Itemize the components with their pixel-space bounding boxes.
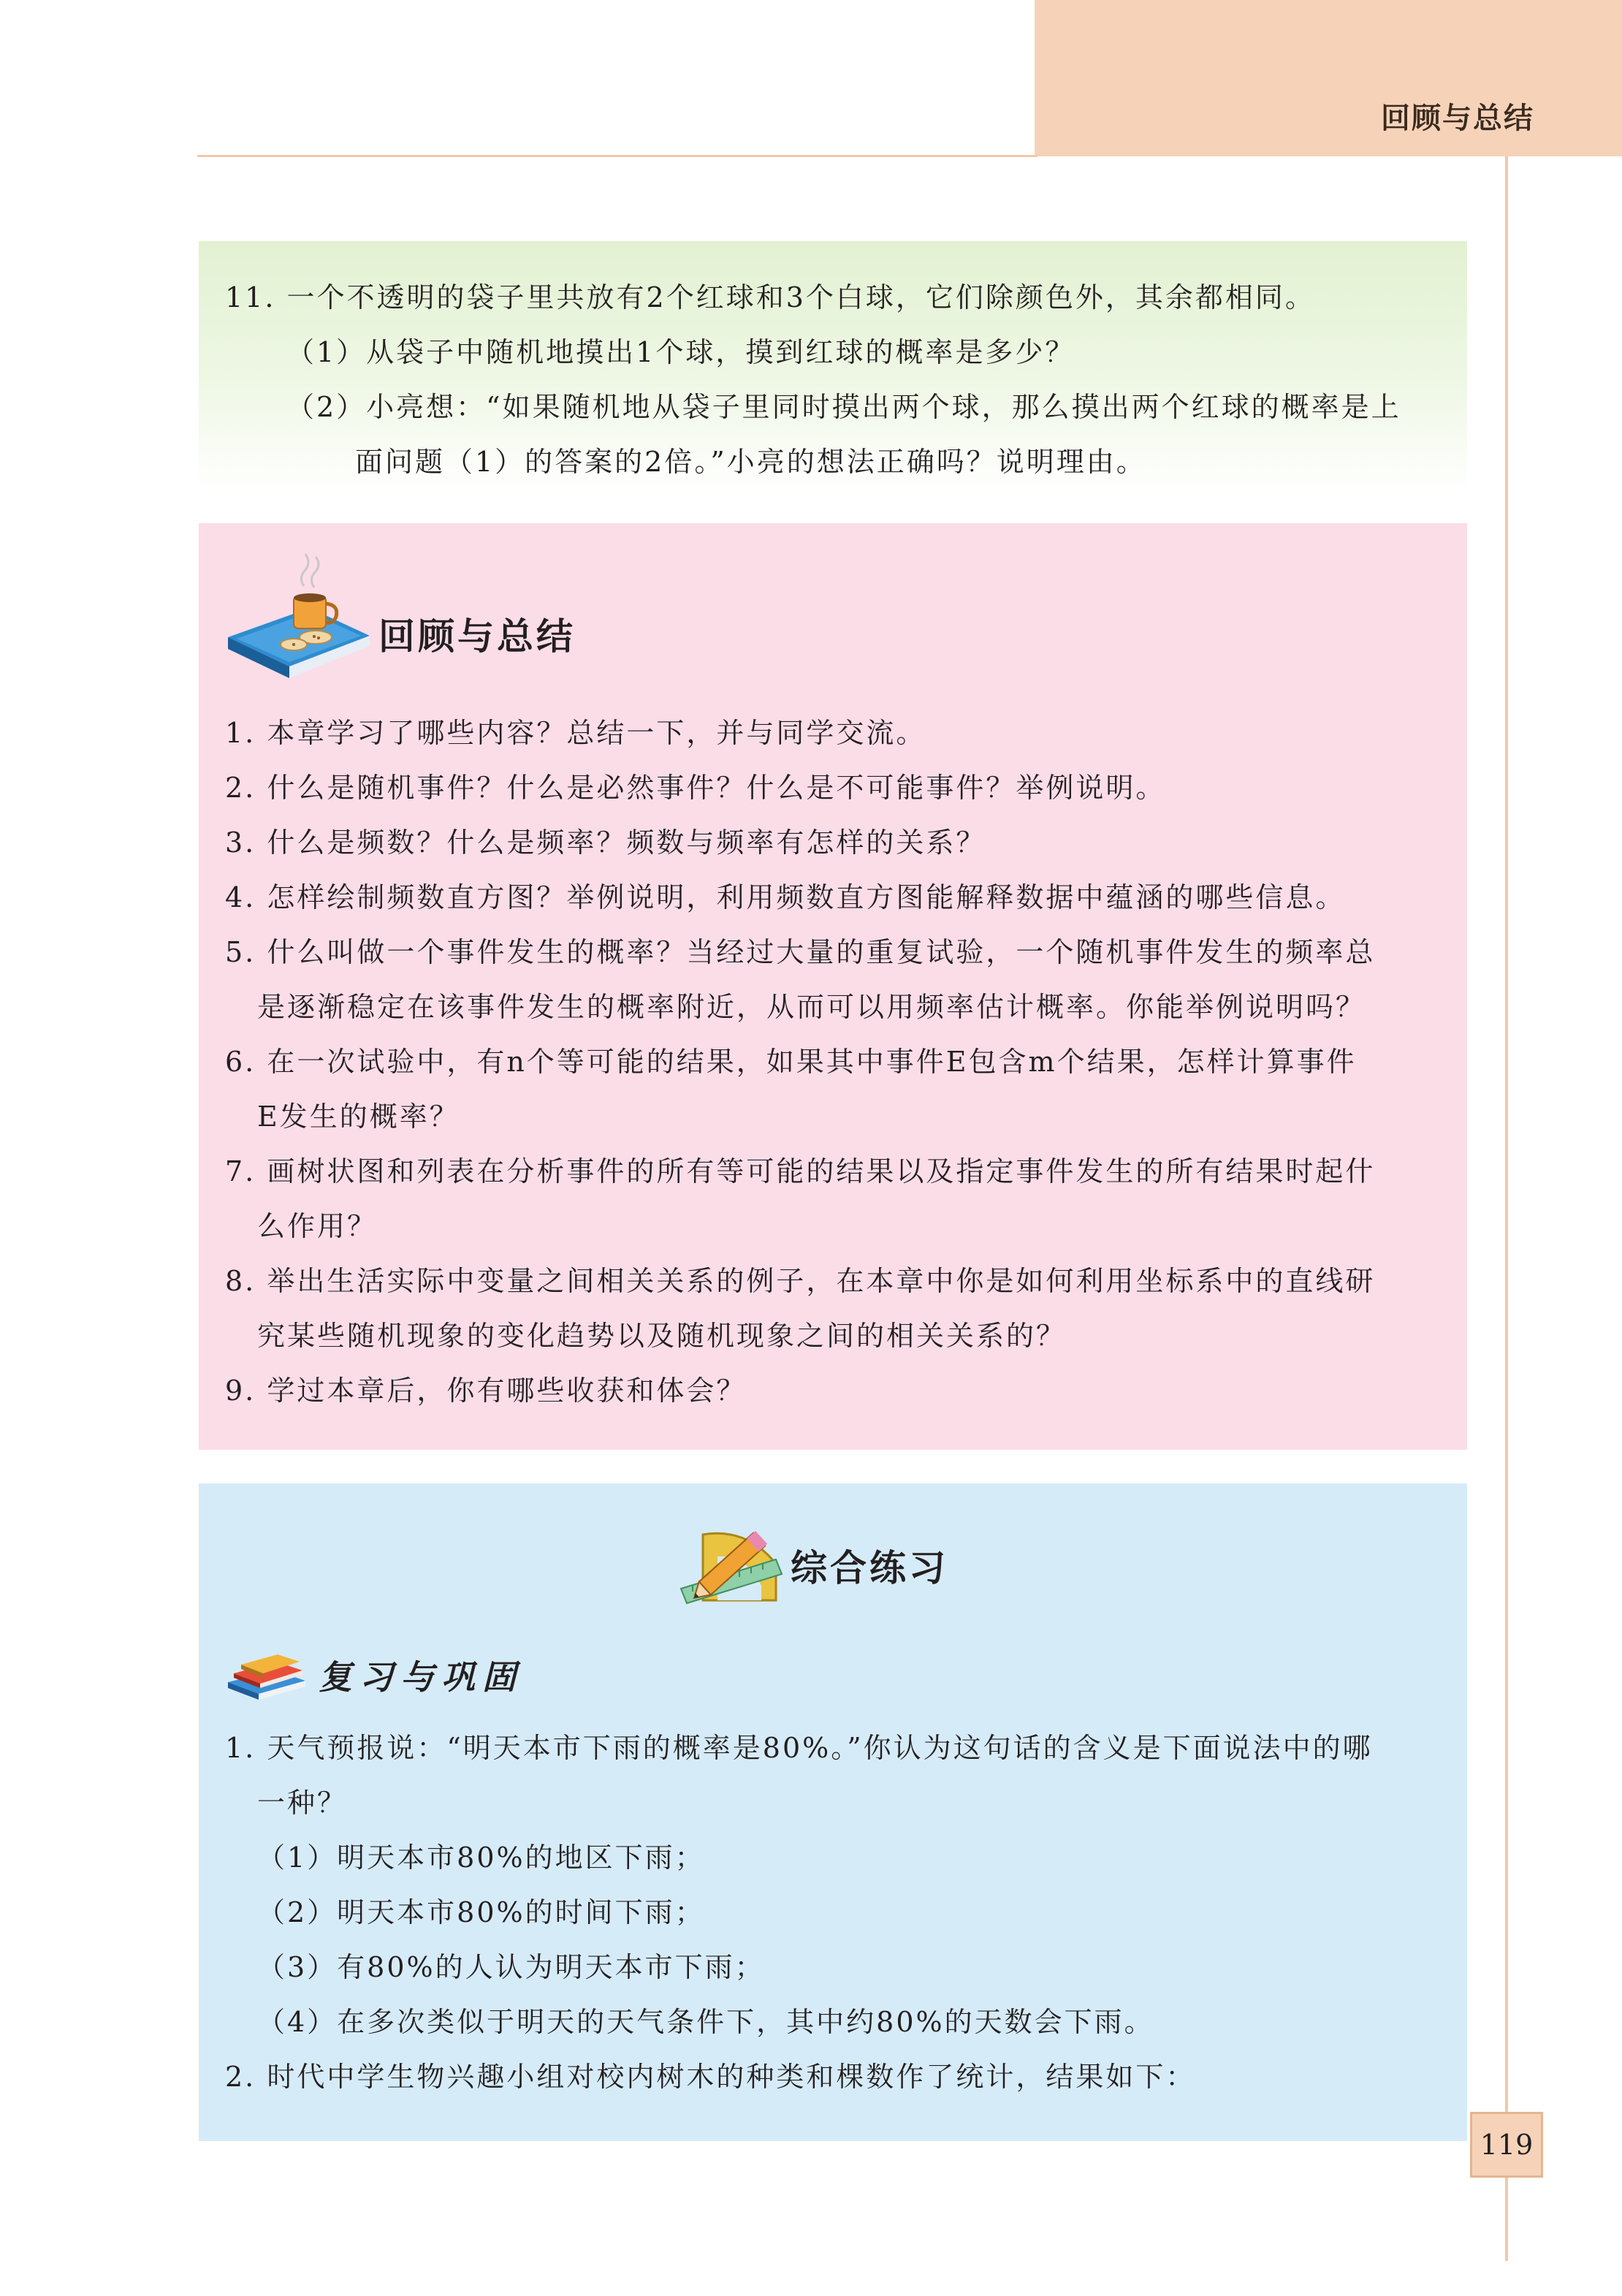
book-coffee-icon (222, 550, 376, 691)
practice-item-1-cont: 一种？ (257, 1787, 348, 1819)
practice-option-1: （1）明天本市80%的地区下雨； (257, 1841, 705, 1874)
practice-item-1: 1. 天气预报说：“明天本市下雨的概率是80%。”你认为这句话的含义是下面说法中的哪 (225, 1732, 1373, 1764)
review-item-1: 1. 本章学习了哪些内容？总结一下，并与同学交流。 (225, 717, 926, 749)
exercise-11-question: 11. 一个不透明的袋子里共放有2个红球和3个白球，它们除颜色外，其余都相同。 (225, 281, 1315, 313)
running-header-title: 回顾与总结 (1381, 102, 1534, 135)
practice-subheading (224, 1644, 523, 1706)
review-item-5-cont: 是逐渐稳定在该事件发生的概率附近，从而可以用频率估计概率。你能举例说明吗？ (257, 991, 1366, 1023)
practice-title: 综合练习 (791, 1547, 948, 1589)
review-item-6: 6. 在一次试验中，有n个等可能的结果，如果其中事件E包含m个结果，怎样计算事件 (225, 1046, 1357, 1078)
review-item-8-cont: 究某些随机现象的变化趋势以及随机现象之间的相关关系的？ (257, 1320, 1067, 1352)
practice-heading (674, 1513, 948, 1618)
exercise-11-panel (199, 241, 1467, 490)
review-item-3: 3. 什么是频数？什么是频率？频数与频率有怎样的关系？ (225, 826, 986, 859)
review-item-5: 5. 什么叫做一个事件发生的概率？当经过大量的重复试验，一个随机事件发生的频率总 (225, 936, 1376, 968)
practice-option-2: （2）明天本市80%的时间下雨； (257, 1896, 705, 1928)
practice-items (225, 1721, 1373, 2105)
page-number: 119 (1470, 2112, 1543, 2178)
exercise-11-part-1: （1）从袋子中随机地摸出1个球，摸到红球的概率是多少？ (286, 336, 1075, 368)
practice-panel (199, 1483, 1467, 2141)
pencil-ruler-icon (674, 1513, 791, 1618)
practice-item-2: 2. 时代中学生物兴趣小组对校内树木的种类和棵数作了统计，结果如下： (225, 2061, 1196, 2093)
margin-rule (1505, 156, 1508, 2261)
exercise-11-part-2: （2）小亮想：“如果随机地从袋子里同时摸出两个球，那么摸出两个红球的概率是上 (286, 391, 1401, 423)
header-tab (1035, 0, 1622, 156)
review-items (225, 706, 1375, 1418)
review-item-7: 7. 画树状图和列表在分析事件的所有等可能的结果以及指定事件发生的所有结果时起什 (225, 1155, 1376, 1187)
practice-option-3: （3）有80%的人认为明天本市下雨； (257, 1951, 765, 1983)
practice-option-4: （4）在多次类似于明天的天气条件下，其中约80%的天数会下雨。 (257, 2006, 1154, 2038)
review-item-4: 4. 怎样绘制频数直方图？举例说明，利用频数直方图能解释数据中蕴涵的哪些信息。 (225, 881, 1346, 913)
review-summary-panel (199, 523, 1467, 1450)
review-title: 回顾与总结 (378, 615, 576, 658)
review-heading (222, 550, 576, 691)
review-item-2: 2. 什么是随机事件？什么是必然事件？什么是不可能事件？举例说明。 (225, 772, 1166, 804)
review-item-7-cont: 么作用？ (257, 1210, 378, 1242)
review-item-9: 9. 学过本章后，你有哪些收获和体会？ (225, 1375, 747, 1407)
books-stack-icon (224, 1644, 311, 1706)
review-item-8: 8. 举出生活实际中变量之间相关关系的例子，在本章中你是如何利用坐标系中的直线研 (225, 1265, 1376, 1297)
practice-subtitle: 复习与巩固 (319, 1657, 523, 1697)
header-rule (197, 155, 1037, 157)
exercise-11-part-2-cont: 面问题（1）的答案的2倍。”小亮的想法正确吗？说明理由。 (355, 446, 1146, 478)
review-item-6-cont: E发生的概率？ (257, 1101, 460, 1133)
